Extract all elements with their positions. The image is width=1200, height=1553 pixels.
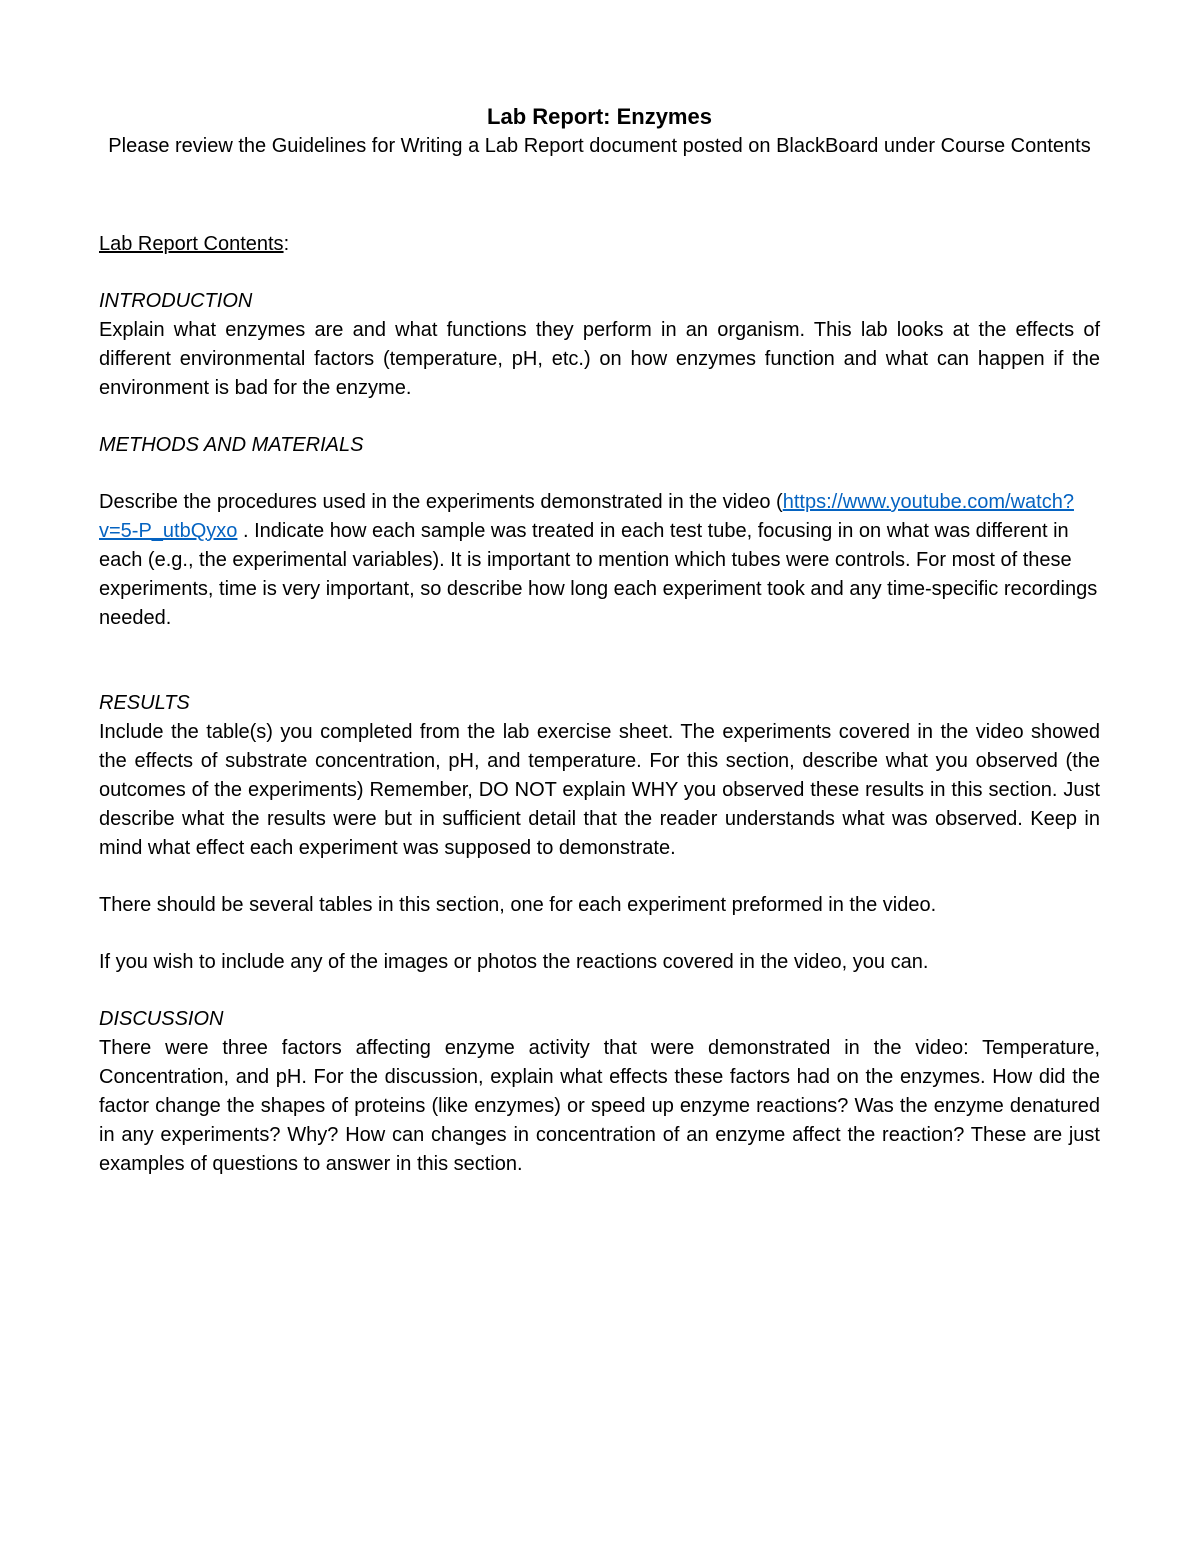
- results-label: RESULTS: [99, 692, 190, 714]
- document-title: Lab Report: Enzymes: [487, 104, 712, 129]
- discussion-label: DISCUSSION: [99, 1008, 224, 1030]
- contents-heading: [99, 230, 1100, 259]
- discussion-section: [99, 1005, 1100, 1179]
- methods-text-after-link: . Indicate how each sample was treated in each test tube, focusing in on what was different in each (e.g., the experimental variables). It is important to mention which tubes were controls. For most of these experiments, time is very important, so describe how long each experiment took and any time-specific recordings needed.: [99, 520, 1098, 629]
- methods-label: METHODS AND MATERIALS: [99, 434, 364, 456]
- methods-section: [99, 431, 1100, 633]
- methods-text: [99, 488, 1100, 633]
- discussion-text: There were three factors affecting enzyme activity that were demonstrated in the video: Temperature, Concentration, and pH. For the discussion, explain what effects these factors had on the enzymes. How did the factor change the shapes of proteins (like enzymes) or speed up enzyme reactions? Was the enzyme denatured in any experiments? Why? How can changes in concentration of an enzyme affect the reaction? These are just examples of questions to answer in this section.: [99, 1037, 1100, 1175]
- contents-heading-text: Lab Report Contents: [99, 233, 284, 255]
- document-subtitle: Please review the Guidelines for Writing a Lab Report document posted on BlackBoard under Course Contents: [108, 135, 1091, 157]
- methods-text-before-link: Describe the procedures used in the experiments demonstrated in the video (: [99, 491, 783, 513]
- results-text: Include the table(s) you completed from the lab exercise sheet. The experiments covered in the video showed the effects of substrate concentration, pH, and temperature. For this section, describe what you observed (the outcomes of the experiments) Remember, DO NOT explain WHY you observed these results in this section. Just describe what the results were but in sufficient detail that the reader understands what was observed. Keep in mind what effect each experiment was supposed to demonstrate.: [99, 721, 1100, 859]
- introduction-section: [99, 287, 1100, 403]
- introduction-label: INTRODUCTION: [99, 290, 253, 312]
- results-section: [99, 689, 1100, 977]
- contents-heading-colon: :: [283, 233, 290, 255]
- document-page: [99, 102, 1100, 1179]
- introduction-text: Explain what enzymes are and what functions they perform in an organism. This lab looks at the effects of different environmental factors (temperature, pH, etc.) on how enzymes function and what can happen if the environment is bad for the enzyme.: [99, 319, 1100, 399]
- video-link[interactable]: https://www.youtube.com/watch?v=5-P_utbQyxo: [99, 491, 1074, 542]
- results-tables-note: There should be several tables in this section, one for each experiment preformed in the video.: [99, 894, 937, 916]
- results-images-note: If you wish to include any of the images or photos the reactions covered in the video, you can.: [99, 951, 929, 973]
